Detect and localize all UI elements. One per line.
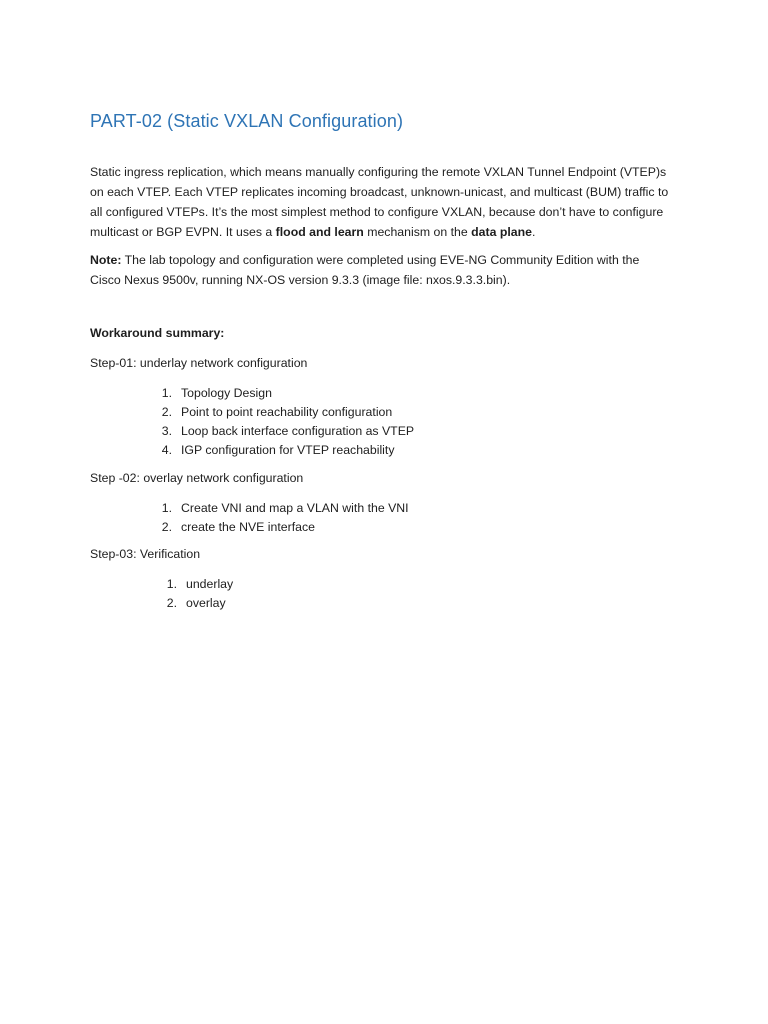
intro-line: Static ingress replication, which means manually configuring the remote VXLAN Tunnel Endpoint (VTEP)s	[90, 165, 667, 179]
list-number: 4.	[161, 443, 172, 457]
list-number: 1.	[166, 577, 177, 591]
list-text: Loop back interface configuration as VTEP	[181, 424, 415, 438]
page-title: PART-02 (Static VXLAN Configuration)	[90, 111, 404, 131]
flood-and-learn-term: flood and learn	[275, 225, 364, 239]
summary-heading: Workaround summary:	[90, 326, 225, 340]
intro-line-last	[90, 222, 690, 242]
list-number: 1.	[161, 386, 172, 400]
note-line	[90, 250, 690, 270]
list-number: 1.	[161, 501, 172, 515]
intro-text: .	[531, 225, 536, 239]
intro-line: all configured VTEPs. It’s the most simplest method to configure VXLAN, because don’t have to configure	[90, 205, 664, 219]
list-text: Create VNI and map a VLAN with the VNI	[181, 501, 409, 515]
list-text: create the NVE interface	[181, 520, 315, 534]
list-text: Point to point reachability configuration	[181, 405, 393, 419]
note-line: Cisco Nexus 9500v, running NX-OS version 9.3.3 (image file: nxos.9.3.3.bin).	[90, 273, 511, 287]
step-01-label: Step-01: underlay network configuration	[90, 356, 308, 370]
list-text: underlay	[186, 577, 234, 591]
note-label: Note:	[90, 253, 122, 267]
note-text: The lab topology and configuration were completed using EVE-NG Community Edition with the	[121, 253, 640, 267]
list-text: overlay	[186, 596, 226, 610]
intro-text: multicast or BGP EVPN. It uses a	[90, 225, 276, 239]
list-number: 3.	[161, 424, 172, 438]
step-02-label: Step -02: overlay network configuration	[90, 471, 304, 485]
note-paragraph	[90, 250, 690, 290]
step-03-label: Step-03: Verification	[90, 547, 201, 561]
list-number: 2.	[166, 596, 177, 610]
list-text: IGP configuration for VTEP reachability	[181, 443, 395, 457]
list-number: 2.	[161, 405, 172, 419]
list-text: Topology Design	[181, 386, 272, 400]
intro-paragraph	[90, 162, 690, 242]
list-number: 2.	[161, 520, 172, 534]
intro-line: on each VTEP. Each VTEP replicates incoming broadcast, unknown-unicast, and multicast (BUM) traffic to	[90, 185, 669, 199]
intro-text: mechanism on the	[363, 225, 472, 239]
data-plane-term: data plane	[471, 225, 532, 239]
